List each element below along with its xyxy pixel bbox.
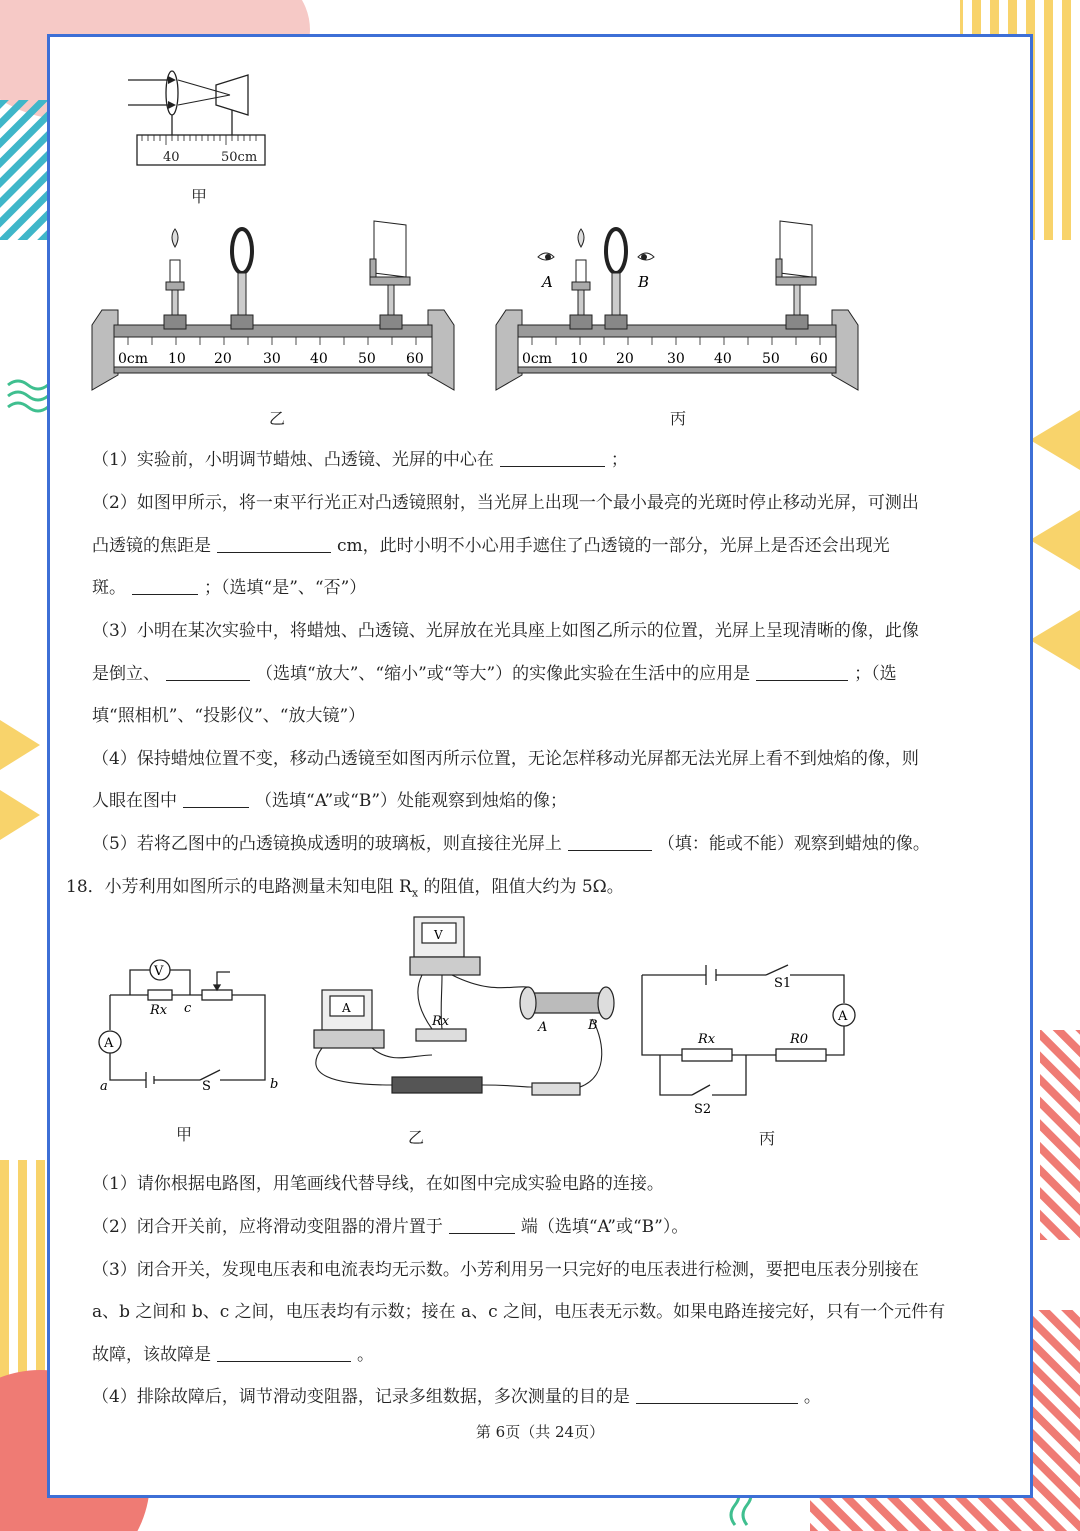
q17-p3-text2: （选填“放大”、“缩小”或“等大”）的实像此实验在生活中的应用是 — [256, 664, 751, 684]
q18-stem — [66, 872, 624, 899]
caption-jia-top: 甲 — [191, 187, 208, 206]
bing-s1-label: S1 — [774, 976, 792, 991]
q18-p2-text2: 端（选填“A”或“B”）。 — [520, 1217, 689, 1237]
q18-stem-sub: x — [411, 886, 419, 900]
bench-bing-label-10: 10 — [570, 351, 588, 367]
jia-a-label: a — [100, 1079, 108, 1094]
bench-yi-label-50: 50 — [358, 351, 376, 367]
bench-yi-label-60: 60 — [406, 351, 424, 367]
q17-p2-text1: 凸透镜的焦距是 — [92, 536, 211, 556]
q18-p2-text1: （2）闭合开关前，应将滑动变阻器的滑片置于 — [92, 1217, 443, 1237]
q18-stem-text1: 18．小芳利用如图所示的电路测量未知电阻 R — [66, 877, 412, 897]
bing-r0-label: R0 — [790, 1032, 809, 1047]
q17-part1 — [92, 445, 628, 470]
q17-p2-spot-blank[interactable] — [132, 578, 198, 595]
q17-p2-focal-blank[interactable] — [217, 536, 331, 553]
yi-ammeter-label: A — [342, 1001, 351, 1015]
bing-ammeter-label: A — [838, 1009, 848, 1024]
q17-p2-text3: 斑。 — [92, 578, 126, 598]
q18-p4-purpose-blank[interactable] — [636, 1387, 798, 1404]
q17-p2-text2: cm，此时小明不小心用手遮住了凸透镜的一部分，光屏上是否还会出现光 — [337, 536, 890, 556]
figure-bing-optical-bench — [492, 215, 862, 395]
q18-part3-line3 — [92, 1340, 374, 1365]
q17-p3-text3: ；（选 — [854, 664, 897, 684]
q17-part3-line1: （3）小明在某次实验中，将蜡烛、凸透镜、光屏放在光具座上如图乙所示的位置，光屏上呈现清晰的像，此像 — [92, 621, 919, 641]
jia-b-label: b — [270, 1077, 279, 1092]
q18-part4 — [92, 1382, 821, 1407]
q18-part3-line2: a、b 之间和 b、c 之间，电压表均有示数；接在 a、c 之间，电压表无示数。如果电路连接完好，只有一个元件有 — [92, 1302, 946, 1322]
q18-stem-text2: 的阻值，阻值大约为 5Ω。 — [418, 877, 624, 897]
yi-voltmeter-label: V — [434, 928, 443, 942]
q18-p2-end-blank[interactable] — [449, 1217, 515, 1234]
q18-p3-text1: 故障，该故障是 — [92, 1345, 211, 1365]
bench-bing-label-20: 20 — [616, 351, 634, 367]
q17-p1-blank[interactable] — [500, 450, 605, 467]
figure-apparatus-yi — [292, 915, 632, 1115]
q17-p3-text1: 是倒立、 — [92, 664, 160, 684]
caption-circuit-jia: 甲 — [176, 1125, 193, 1144]
q17-p3-size-blank[interactable] — [166, 664, 250, 681]
figure-circuit-jia — [90, 950, 290, 1100]
q17-part2-line1: （2）如图甲所示，将一束平行光正对凸透镜照射，当光屏上出现一个最小最亮的光斑时停止移动光屏，可测出 — [92, 493, 919, 513]
figure-circuit-bing — [636, 955, 866, 1120]
q18-part2 — [92, 1212, 688, 1237]
q17-part3-line3: 填“照相机”、“投影仪”、“放大镜”） — [92, 706, 366, 726]
figure-jia-lens-ruler — [120, 65, 280, 175]
ruler-label-50cm: 50cm — [221, 150, 258, 165]
yi-slider-a-label: A — [538, 1020, 548, 1035]
q18-p3-text2: 。 — [357, 1345, 374, 1365]
q18-part3-line1: （3）闭合开关，发现电压表和电流表均无示数。小芳利用另一只完好的电压表进行检测，要把电压表分别接在 — [92, 1260, 919, 1280]
jia-s-label: S — [202, 1079, 211, 1094]
jia-rx-label: Rx — [150, 1003, 168, 1018]
q17-part4-line2 — [92, 786, 567, 811]
q17-p4-text2: （选填“A”或“B”）处能观察到烛焰的像； — [255, 791, 568, 811]
bench-yi-label-30: 30 — [263, 351, 281, 367]
q18-p4-text1: （4）排除故障后，调节滑动变阻器，记录多组数据，多次测量的目的是 — [92, 1387, 630, 1407]
jia-voltmeter-label: V — [154, 964, 164, 979]
q17-p5-blank[interactable] — [568, 834, 652, 851]
bing-rx-label: Rx — [698, 1032, 716, 1047]
yi-slider-b-label: B — [588, 1018, 598, 1033]
caption-apparatus-yi: 乙 — [408, 1128, 425, 1147]
bench-bing-label-50: 50 — [762, 351, 780, 367]
q17-p2-text4: ；（选填“是”、“否”） — [204, 578, 367, 598]
jia-c-label: c — [184, 1001, 192, 1016]
figure-yi-optical-bench — [88, 215, 458, 395]
bench-yi-label-20: 20 — [214, 351, 232, 367]
caption-yi-bench: 乙 — [269, 409, 286, 428]
q17-p3-application-blank[interactable] — [756, 664, 848, 681]
q17-p1-end: ； — [610, 450, 628, 470]
eye-label-a: A — [542, 273, 553, 291]
q18-part1: （1）请你根据电路图，用笔画线代替导线，在如图中完成实验电路的连接。 — [92, 1174, 664, 1194]
eye-label-b: B — [638, 273, 650, 291]
bench-bing-label-40: 40 — [714, 351, 732, 367]
q18-p3-fault-blank[interactable] — [217, 1345, 351, 1362]
q17-p5-text1: （5）若将乙图中的凸透镜换成透明的玻璃板，则直接往光屏上 — [92, 834, 562, 854]
q17-part2-line2 — [92, 531, 890, 556]
q17-p4-eye-blank[interactable] — [183, 791, 249, 808]
q17-part5 — [92, 829, 930, 854]
bench-bing-label-30: 30 — [667, 351, 685, 367]
q17-part2-line3 — [92, 573, 366, 598]
caption-circuit-bing: 丙 — [759, 1129, 776, 1148]
q17-part4-line1: （4）保持蜡烛位置不变，移动凸透镜至如图丙所示位置，无论怎样移动光屏都无法光屏上看不到烛焰的像，则 — [92, 749, 919, 769]
page-footer: 第 6页（共 24页） — [475, 1423, 605, 1441]
bench-yi-label-10: 10 — [168, 351, 186, 367]
bench-bing-label-60: 60 — [810, 351, 828, 367]
q18-p4-text2: 。 — [803, 1387, 821, 1407]
q17-p1-text: （1）实验前，小明调节蜡烛、凸透镜、光屏的中心在 — [92, 450, 494, 470]
bench-yi-label-0: 0cm — [118, 351, 149, 367]
bing-s2-label: S2 — [694, 1102, 712, 1117]
q17-p5-text2: （填：能或不能）观察到蜡烛的像。 — [657, 834, 930, 854]
bench-bing-label-0: 0cm — [522, 351, 553, 367]
jia-ammeter-label: A — [104, 1036, 114, 1051]
bench-yi-label-40: 40 — [310, 351, 328, 367]
q17-part3-line2 — [92, 659, 897, 684]
yi-rx-label: Rx — [432, 1014, 450, 1029]
ruler-label-40: 40 — [163, 150, 180, 165]
caption-bing-bench: 丙 — [670, 409, 687, 428]
q17-p4-text1: 人眼在图中 — [92, 791, 177, 811]
